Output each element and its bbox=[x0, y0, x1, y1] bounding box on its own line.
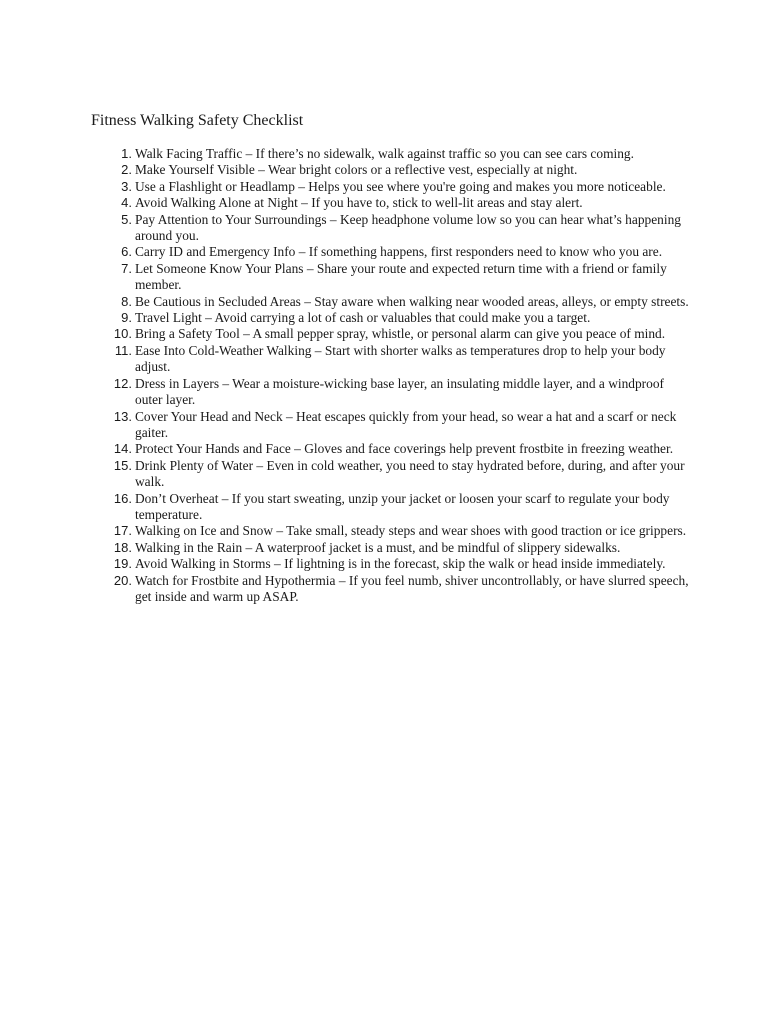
list-item-number: 7. bbox=[121, 260, 132, 276]
list-item-text: Cover Your Head and Neck – Heat escapes quickly from your head, so wear a hat and a scarf or neck gaiter. bbox=[135, 408, 677, 440]
list-item bbox=[110, 540, 690, 556]
list-item-text: Avoid Walking in Storms – If lightning is in the forecast, skip the walk or head inside immediately. bbox=[135, 556, 666, 572]
safety-checklist bbox=[110, 146, 690, 605]
list-item-text: Walking in the Rain – A waterproof jacket is a must, and be mindful of slippery sidewalks. bbox=[135, 539, 621, 555]
list-item-number: 8. bbox=[121, 293, 132, 309]
list-item bbox=[110, 441, 690, 457]
list-item bbox=[110, 573, 690, 606]
list-item-number: 18. bbox=[113, 539, 132, 555]
list-item-number: 4. bbox=[121, 195, 132, 211]
list-item-number: 13. bbox=[113, 408, 132, 424]
list-item-text: Walk Facing Traffic – If there’s no sidewalk, walk against traffic so you can see cars coming. bbox=[135, 146, 634, 161]
list-item bbox=[110, 326, 690, 342]
list-item-text: Watch for Frostbite and Hypothermia – If you feel numb, shiver uncontrollably, or have slurred speech, get inside and warm up ASAP. bbox=[135, 572, 689, 604]
page-title: Fitness Walking Safety Checklist bbox=[91, 112, 304, 129]
list-item bbox=[110, 458, 690, 491]
list-item-text: Bring a Safety Tool – A small pepper spray, whistle, or personal alarm can give you peace of mind. bbox=[135, 326, 666, 342]
list-item-text: Don’t Overheat – If you start sweating, unzip your jacket or loosen your scarf to regulate your body temperature. bbox=[135, 490, 670, 522]
list-item-text: Dress in Layers – Wear a moisture-wicking base layer, an insulating middle layer, and a windproof outer layer. bbox=[135, 375, 664, 408]
list-item-text: Avoid Walking Alone at Night – If you have to, stick to well-lit areas and stay alert. bbox=[135, 195, 583, 211]
list-item bbox=[110, 195, 690, 211]
list-item bbox=[110, 212, 690, 245]
list-item bbox=[110, 294, 690, 310]
list-item-number: 5. bbox=[121, 211, 132, 227]
list-item-text: Travel Light – Avoid carrying a lot of cash or valuables that could make you a target. bbox=[135, 310, 591, 326]
list-item-number: 17. bbox=[113, 523, 132, 539]
list-item-text: Let Someone Know Your Plans – Share your route and expected return time with a friend or family member. bbox=[135, 260, 667, 293]
list-item bbox=[110, 146, 690, 162]
list-item-text: Be Cautious in Secluded Areas – Stay aware when walking near wooded areas, alleys, or empty streets. bbox=[135, 293, 689, 309]
list-item bbox=[110, 343, 690, 376]
list-item-number: 14. bbox=[113, 441, 132, 457]
list-item bbox=[110, 491, 690, 524]
list-item-text: Ease Into Cold-Weather Walking – Start with shorter walks as temperatures drop to help your body adjust. bbox=[135, 342, 666, 375]
list-item-number: 20. bbox=[113, 572, 132, 588]
list-item bbox=[110, 556, 690, 572]
list-item-number: 16. bbox=[113, 490, 132, 506]
list-item bbox=[110, 376, 690, 409]
list-item bbox=[110, 310, 690, 326]
list-item-text: Pay Attention to Your Surroundings – Keep headphone volume low so you can hear what’s happening around you. bbox=[135, 211, 681, 244]
list-item-number: 19. bbox=[113, 556, 132, 572]
list-item bbox=[110, 261, 690, 294]
list-item-number: 10. bbox=[113, 326, 132, 342]
list-item bbox=[110, 409, 690, 442]
list-item-number: 11. bbox=[114, 342, 132, 358]
list-item-number: 3. bbox=[121, 178, 132, 194]
list-item bbox=[110, 162, 690, 178]
list-item-number: 6. bbox=[121, 244, 132, 260]
list-item-text: Use a Flashlight or Headlamp – Helps you see where you're going and makes you more noticeable. bbox=[135, 178, 666, 194]
list-item-number: 12. bbox=[113, 375, 132, 391]
list-item bbox=[110, 523, 690, 539]
list-item-number: 15. bbox=[113, 457, 132, 473]
list-item bbox=[110, 244, 690, 260]
list-item-text: Drink Plenty of Water – Even in cold weather, you need to stay hydrated before, during, and after your walk. bbox=[135, 457, 685, 490]
list-item-number: 9. bbox=[121, 310, 132, 326]
list-item-text: Make Yourself Visible – Wear bright colors or a reflective vest, especially at night. bbox=[135, 162, 578, 178]
list-item-number: 2. bbox=[121, 162, 132, 178]
list-item-text: Walking on Ice and Snow – Take small, steady steps and wear shoes with good traction or ice grippers. bbox=[135, 523, 687, 539]
list-item-number: 1. bbox=[121, 146, 132, 161]
list-item-text: Protect Your Hands and Face – Gloves and face coverings help prevent frostbite in freezing weather. bbox=[135, 441, 674, 457]
list-item bbox=[110, 179, 690, 195]
list-item-text: Carry ID and Emergency Info – If something happens, first responders need to know who you are. bbox=[135, 244, 663, 260]
